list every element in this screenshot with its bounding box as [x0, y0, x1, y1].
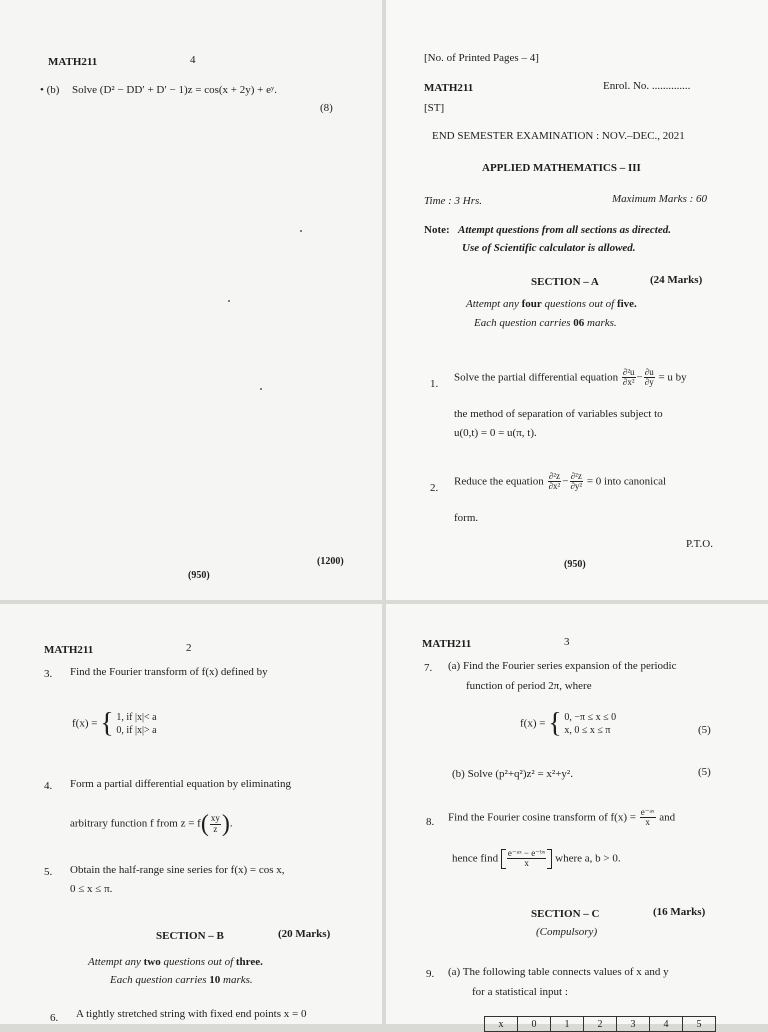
function-lhs: f(x) = — [72, 717, 98, 730]
question-marks: (8) — [320, 102, 333, 114]
instruction-text: marks. — [223, 974, 253, 986]
piecewise-cases — [116, 711, 156, 738]
speck — [300, 230, 302, 232]
question-1-line-1: Solve the partial differential equation $\frac{\text{∂²u}}{\text{∂x²}}$ − $\frac{\partial u}{\partial y}$ = u by — [454, 367, 687, 388]
question-7a-marks: (5) — [698, 724, 711, 736]
question-7b-marks: (5) — [698, 766, 711, 778]
numerator: ∂²z — [570, 471, 582, 481]
page-number: 3 — [564, 636, 570, 648]
question-4-text: Form a partial differential equation by eliminating — [70, 778, 291, 790]
note-line-2: Use of Scientific calculator is allowed. — [462, 242, 636, 254]
page-footer: (950) — [564, 559, 586, 570]
question-9-number: 9. — [426, 968, 435, 980]
note-line-1: Attempt questions from all sections as directed. — [458, 224, 671, 236]
question-8-line-2 — [452, 849, 621, 869]
piecewise-cases — [564, 711, 616, 738]
instruction-emphasis: four — [521, 298, 542, 310]
question-label-text: (b) — [46, 84, 60, 96]
fraction — [569, 472, 583, 492]
question-text: = 0 into canonical — [586, 475, 667, 488]
denominator: ∂y² — [570, 481, 583, 492]
question-1-number: 1. — [430, 378, 439, 390]
batch-tag: [ST] — [424, 102, 445, 114]
instruction-text: Attempt any — [466, 298, 519, 310]
question-text: and — [659, 811, 676, 824]
table-row — [485, 1017, 716, 1032]
numerator: ∂²u — [622, 367, 635, 377]
question-3-function — [72, 710, 157, 738]
question-text: where a, b > 0. — [555, 852, 621, 865]
question-7b-text: (b) Solve (p²+q²)z² = x²+y². — [452, 768, 573, 780]
question-5-text: Obtain the half-range sine series for f(x) = cos x, — [70, 864, 285, 876]
numerator: xy — [210, 813, 220, 824]
section-b-instruction-2 — [110, 974, 253, 987]
question-3-number: 3. — [44, 668, 53, 680]
speck — [260, 388, 262, 390]
question-7-number: 7. — [424, 662, 433, 674]
section-a-heading: SECTION – A — [531, 276, 599, 288]
case-1: 0, −π ≤ x ≤ 0 — [564, 711, 617, 723]
enrol-no: Enrol. No. .............. — [603, 80, 691, 92]
fraction — [210, 814, 221, 834]
speck — [228, 300, 230, 302]
case-2: x, 0 ≤ x ≤ π — [564, 725, 611, 736]
fraction — [622, 368, 636, 388]
question-9a-line-2: for a statistical input : — [472, 986, 568, 998]
case-2: 0, if |x|> a — [116, 725, 157, 736]
equation: z = f — [180, 817, 201, 830]
question-4-number: 4. — [44, 780, 53, 792]
table-cell: 4 — [650, 1017, 683, 1032]
section-c-marks: (16 Marks) — [653, 906, 706, 918]
question-text: hence find — [452, 852, 499, 865]
question-8-line-1 — [448, 808, 675, 828]
page-number: 2 — [186, 642, 192, 654]
instruction-emphasis: five. — [616, 298, 637, 310]
question-text: Solve (D² − DD′ + D′ − 1)z = cos(x + 2y) + eʸ. — [72, 84, 278, 96]
page-4 — [0, 0, 382, 600]
instruction-emphasis: 06 — [573, 317, 585, 329]
brace: { — [100, 708, 114, 739]
course-code: MATH211 — [424, 82, 474, 94]
denominator: ∂x² — [622, 377, 635, 388]
exam-title: END SEMESTER EXAMINATION : NOV.–DEC., 2021 — [432, 130, 685, 142]
table-cell: 2 — [584, 1017, 617, 1032]
fraction — [640, 808, 656, 828]
question-text: Solve the partial differential equation — [454, 371, 619, 384]
section-a-instruction-2 — [474, 317, 617, 330]
instruction-emphasis: two — [143, 956, 161, 968]
question-text: = u by — [658, 371, 687, 384]
maximum-marks: Maximum Marks : 60 — [612, 193, 708, 205]
denominator: x — [645, 817, 650, 828]
instruction-text: Each question carries — [110, 974, 207, 986]
page-3 — [386, 604, 768, 1024]
question-1-line-3: u(0,t) = 0 = u(π, t). — [454, 427, 537, 439]
table-cell: 5 — [683, 1017, 716, 1032]
section-b-marks: (20 Marks) — [278, 928, 331, 940]
instruction-emphasis: three. — [235, 956, 263, 968]
denominator: ∂y — [644, 377, 654, 388]
instruction-text: questions out of — [163, 956, 234, 968]
numerator: e⁻ᵃˣ — [640, 807, 655, 817]
question-4-line-2: arbitrary function f from z = f( $\frac{xy}{z}$ ). — [70, 811, 233, 837]
paren: ( — [200, 811, 209, 837]
fraction — [507, 849, 547, 869]
function-lhs: f(x) = — [520, 717, 546, 730]
section-c-heading: SECTION – C — [531, 908, 600, 920]
instruction-text: questions out of — [544, 298, 615, 310]
numerator: ∂u — [644, 367, 654, 377]
question-text: Reduce the equation — [454, 475, 544, 488]
time-allowed: Time : 3 Hrs. — [424, 195, 483, 207]
table-cell: 1 — [551, 1017, 584, 1032]
bracket-expression — [501, 849, 553, 869]
question-6-number: 6. — [50, 1012, 59, 1024]
section-b-heading: SECTION – B — [156, 930, 224, 942]
question-3-text: Find the Fourier transform of f(x) defined by — [70, 666, 268, 678]
fraction — [644, 368, 655, 388]
table-cell: x — [485, 1017, 518, 1032]
numerator: e⁻ᵃˣ − e⁻ᵇˣ — [507, 848, 546, 858]
section-c-compulsory: (Compulsory) — [536, 926, 598, 938]
course-code: MATH211 — [48, 56, 98, 68]
question-2-line-2: form. — [454, 512, 479, 524]
instruction-text: Each question carries — [474, 317, 571, 329]
paren: ) — [221, 811, 230, 837]
page-number: 4 — [190, 54, 196, 66]
instruction-text: marks. — [587, 317, 617, 329]
question-7a-function — [520, 710, 616, 738]
denominator: ∂x² — [548, 481, 561, 492]
question-label: • (b) — [40, 84, 60, 96]
question-8-number: 8. — [426, 816, 435, 828]
question-5-number: 5. — [44, 866, 53, 878]
please-turn-over: P.T.O. — [686, 538, 713, 550]
instruction-emphasis: 10 — [209, 974, 221, 986]
question-9a-text: (a) The following table connects values of x and y — [448, 966, 669, 978]
section-a-marks: (24 Marks) — [650, 274, 703, 286]
question-text: Find the Fourier cosine transform of f(x) = — [448, 811, 636, 824]
page-2 — [0, 604, 382, 1024]
question-2-line-1: Reduce the equation $\frac{\text{∂²z}}{\text{∂x²}}$ − $\frac{\text{∂²z}}{\text{∂y²}}$ = 0 into canonical — [454, 471, 667, 492]
course-code: MATH211 — [422, 638, 472, 650]
instruction-text: Attempt any — [88, 956, 141, 968]
denominator: z — [213, 823, 218, 834]
question-7a-text: (a) Find the Fourier series expansion of the periodic — [448, 660, 677, 672]
case-1: 1, if |x|< a — [116, 711, 157, 723]
question-6-text: A tightly stretched string with fixed end points x = 0 — [76, 1008, 307, 1020]
question-5-line-2: 0 ≤ x ≤ π. — [70, 883, 113, 895]
subject-title: APPLIED MATHEMATICS – III — [482, 162, 641, 174]
question-text: arbitrary function f from — [70, 817, 178, 830]
denominator: x — [524, 858, 529, 869]
fraction — [548, 472, 562, 492]
numerator: ∂²z — [548, 471, 560, 481]
table-cell: 0 — [518, 1017, 551, 1032]
section-b-instruction-1 — [88, 956, 263, 969]
copies-count: (1200) — [317, 556, 344, 567]
printed-pages: [No. of Printed Pages – 4] — [424, 52, 539, 64]
brace: { — [548, 708, 562, 739]
page-footer: (950) — [188, 570, 210, 581]
course-code: MATH211 — [44, 644, 94, 656]
question-7a-line-2: function of period 2π, where — [466, 680, 592, 692]
page-1 — [386, 0, 768, 600]
question-2-number: 2. — [430, 482, 439, 494]
xy-data-table — [484, 1016, 716, 1032]
table-cell: 3 — [617, 1017, 650, 1032]
question-1-line-2: the method of separation of variables subject to — [454, 408, 663, 420]
section-a-instruction-1 — [466, 298, 637, 311]
note-label: Note: — [424, 224, 450, 236]
